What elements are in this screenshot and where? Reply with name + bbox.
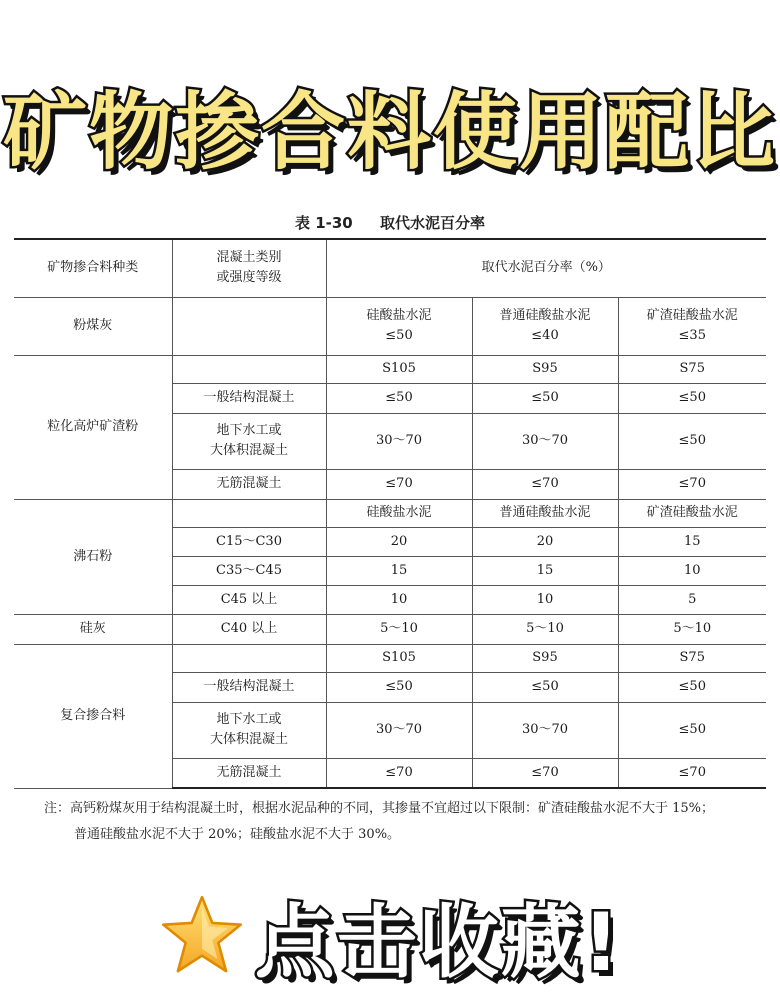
cement-name: 矿渣硅酸盐水泥 bbox=[646, 308, 738, 323]
table-cell: 一般结构混凝土 bbox=[172, 383, 326, 413]
class-line2: 大体积混凝土 bbox=[209, 443, 288, 458]
table-cell: C35～C45 bbox=[172, 556, 326, 585]
star-icon bbox=[159, 892, 245, 978]
table-cell: 20 bbox=[326, 527, 472, 556]
table-cell: 5～10 bbox=[618, 614, 766, 644]
table-cell: S105 bbox=[326, 644, 472, 672]
fly-ash-class bbox=[172, 297, 326, 355]
table-cell: 30～70 bbox=[326, 413, 472, 469]
table-cell: 5～10 bbox=[326, 614, 472, 644]
table-row bbox=[14, 297, 766, 355]
table-cell: ≤70 bbox=[326, 469, 472, 499]
class-line2: 大体积混凝土 bbox=[209, 732, 288, 747]
cement-name: 硅酸盐水泥 bbox=[366, 308, 432, 323]
table-cell: 15 bbox=[472, 556, 618, 585]
table-header-row bbox=[14, 239, 766, 297]
table-cell: ≤50 bbox=[618, 702, 766, 758]
zeolite-name: 沸石粉 bbox=[14, 499, 172, 614]
table-cell: S95 bbox=[472, 644, 618, 672]
replacement-rate-table bbox=[14, 238, 766, 789]
table-cell: 10 bbox=[618, 556, 766, 585]
table-cell: ≤50 bbox=[618, 672, 766, 702]
table-cell: 普通硅酸盐水泥 bbox=[472, 499, 618, 527]
table-cell: ≤50 bbox=[472, 383, 618, 413]
composite-name: 复合掺合料 bbox=[14, 644, 172, 788]
banner-title bbox=[0, 70, 780, 180]
rate-value: ≤50 bbox=[385, 328, 413, 343]
table-caption bbox=[0, 212, 780, 233]
table-cell: 矿渣硅酸盐水泥 bbox=[618, 499, 766, 527]
table-cell: 硅酸盐水泥 bbox=[326, 499, 472, 527]
table-cell: 10 bbox=[472, 585, 618, 614]
table-cell: 15 bbox=[618, 527, 766, 556]
table-cell: ≤50 bbox=[618, 413, 766, 469]
fly-ash-cell bbox=[618, 297, 766, 355]
table-cell: ≤70 bbox=[472, 758, 618, 788]
table-cell: ≤50 bbox=[472, 672, 618, 702]
zeolite-cement-class bbox=[172, 499, 326, 527]
table-cell: ≤50 bbox=[618, 383, 766, 413]
table-row bbox=[14, 644, 766, 672]
table-cell: ≤70 bbox=[618, 469, 766, 499]
table-cell: 5～10 bbox=[472, 614, 618, 644]
table-cell: 20 bbox=[472, 527, 618, 556]
table-cell: ≤50 bbox=[326, 672, 472, 702]
table-cell bbox=[172, 413, 326, 469]
fly-ash-cell bbox=[326, 297, 472, 355]
composite-grade-class bbox=[172, 644, 326, 672]
table-cell: S105 bbox=[326, 355, 472, 383]
save-prompt-text: 点击收藏! bbox=[254, 895, 622, 989]
header-rate: 取代水泥百分率（%） bbox=[326, 239, 766, 297]
slag-grade-class bbox=[172, 355, 326, 383]
table-cell bbox=[172, 702, 326, 758]
table-cell: S75 bbox=[618, 355, 766, 383]
table-number: 表 1-30 bbox=[294, 214, 353, 232]
slag-name: 粒化高炉矿渣粉 bbox=[14, 355, 172, 499]
table-row bbox=[14, 614, 766, 644]
save-prompt bbox=[0, 885, 780, 989]
note-line1: 注：高钙粉煤灰用于结构混凝土时，根据水泥品种的不同，其掺量不宜超过以下限制：矿渣硅酸盐水泥不大于 15%； bbox=[44, 801, 715, 816]
table-row bbox=[14, 355, 766, 383]
class-line1: 地下水工或 bbox=[216, 423, 282, 438]
rate-value: ≤35 bbox=[678, 328, 706, 343]
header-class-line2: 或强度等级 bbox=[216, 270, 282, 286]
header-class bbox=[172, 239, 326, 297]
table-cell: C15～C30 bbox=[172, 527, 326, 556]
fly-ash-cell bbox=[472, 297, 618, 355]
fly-ash-name: 粉煤灰 bbox=[14, 297, 172, 355]
table-cell: 15 bbox=[326, 556, 472, 585]
table-cell: ≤50 bbox=[326, 383, 472, 413]
table-cell: 30～70 bbox=[472, 413, 618, 469]
cement-name: 普通硅酸盐水泥 bbox=[499, 308, 591, 323]
table-cell: ≤70 bbox=[326, 758, 472, 788]
silica-fume-name: 硅灰 bbox=[14, 614, 172, 644]
table-cell: 一般结构混凝土 bbox=[172, 672, 326, 702]
table-cell: 30～70 bbox=[472, 702, 618, 758]
class-line1: 地下水工或 bbox=[216, 712, 282, 727]
table-cell: C45 以上 bbox=[172, 585, 326, 614]
table-cell: ≤70 bbox=[618, 758, 766, 788]
table-cell: S95 bbox=[472, 355, 618, 383]
header-class-line1: 混凝土类别 bbox=[216, 250, 282, 266]
banner-title-text: 矿物掺合料使用配比 bbox=[2, 82, 777, 181]
table-caption-text: 取代水泥百分率 bbox=[379, 214, 485, 232]
table-cell: 无筋混凝土 bbox=[172, 469, 326, 499]
table-cell: S75 bbox=[618, 644, 766, 672]
table-cell: C40 以上 bbox=[172, 614, 326, 644]
table-cell: 10 bbox=[326, 585, 472, 614]
header-type: 矿物掺合料种类 bbox=[14, 239, 172, 297]
table-cell: ≤70 bbox=[472, 469, 618, 499]
table-note bbox=[44, 796, 772, 848]
rate-value: ≤40 bbox=[531, 328, 559, 343]
table-cell: 30～70 bbox=[326, 702, 472, 758]
note-line2: 普通硅酸盐水泥不大于 20%；硅酸盐水泥不大于 30%。 bbox=[74, 827, 401, 842]
table-cell: 5 bbox=[618, 585, 766, 614]
table-cell: 无筋混凝土 bbox=[172, 758, 326, 788]
table-row bbox=[14, 499, 766, 527]
